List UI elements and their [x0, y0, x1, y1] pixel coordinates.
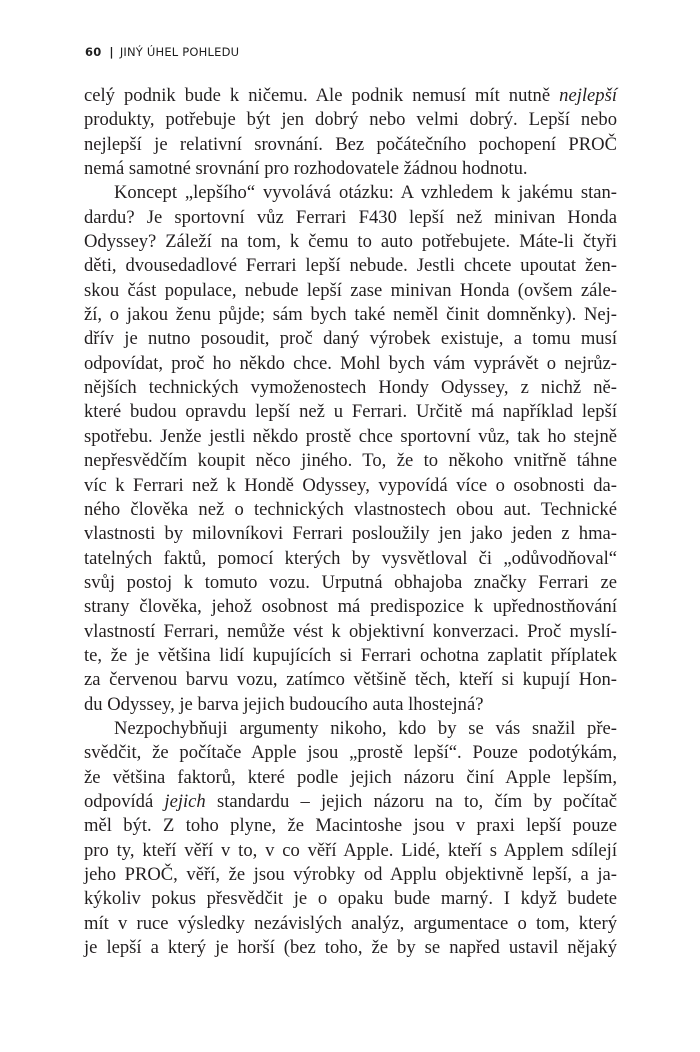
text-line: strany člověka, jehož osobnost má predispozice k upřednostňování — [84, 596, 617, 618]
text-line: nejlepší je relativní srovnání. Bez počátečního pochopení PROČ — [84, 133, 617, 155]
text-line: že většina faktorů, které podle jejich názoru činí Apple lepším, — [84, 766, 617, 788]
text-line: Odyssey? Záleží na tom, k čemu to auto potřebujete. Máte-li čtyři — [84, 231, 617, 253]
text-line: celý podnik bude k ničemu. Ale podnik nemusí mít nutně nejlepší — [84, 85, 617, 106]
text-line: produkty, potřebuje být jen dobrý nebo velmi dobrý. Lepší nebo — [84, 109, 617, 131]
text-line: svědčit, že počítače Apple jsou „prostě lepší“. Pouze podotýkám, — [84, 742, 617, 764]
text-line: vlastnosti by milovníkovi Ferrari posloužily jen jako jeden z hma- — [84, 523, 617, 545]
text-line: nepřesvědčím koupit něco jiného. To, že to někoho vnitřně táhne — [84, 450, 617, 472]
text-line: víc k Ferrari než k Hondě Odyssey, vypovídá více o osobnosti da- — [84, 474, 617, 496]
paragraph — [84, 181, 617, 717]
text-line: skou část populace, nebude lepší zase minivan Honda (ovšem zále- — [84, 279, 617, 301]
header-separator: | — [109, 45, 114, 59]
text-line: Koncept „lepšího“ vyvolává otázku: A vzhledem k jakému stan- — [114, 182, 617, 204]
text-line: nějších technických vymoženostech Hondy Odyssey, z nichž ně- — [84, 377, 617, 399]
text-line: nemá samotné srovnání pro rozhodovatele žádnou hodnotu. — [84, 158, 528, 180]
body-text — [84, 84, 617, 960]
emphasis: jejich — [164, 790, 206, 812]
text-line: odpovídá jejich standardu – jejich názoru na to, čím by počítač — [84, 790, 617, 812]
paragraph — [84, 84, 617, 181]
text-line: ží, o jakou ženu půjde; sám bych také neměl činit domněnky). Nej- — [84, 304, 617, 326]
text-line: které budou opravdu lepší než u Ferrari. Určitě má například lepší — [84, 401, 617, 423]
text-line: dřív je nutno posoudit, proč daný výrobek existuje, a tomu musí — [84, 328, 617, 350]
page-number: 60 — [85, 45, 102, 59]
text-line: vlastností Ferrari, nemůže vést k objektivní konverzaci. Proč myslí- — [84, 620, 617, 642]
text-line: tatelných faktů, pomocí kterých by vysvětloval či „odůvodňoval“ — [84, 547, 617, 569]
running-header — [85, 45, 239, 59]
text-line: děti, dvousedadlové Ferrari lepší nebude. Jestli chcete upoutat žen- — [84, 255, 617, 277]
text-line: ného člověka než o technických vlastnostech obou aut. Technické — [84, 498, 617, 520]
text-line: du Odyssey, je barva jejich budoucího auta lhostejná? — [84, 693, 484, 715]
paragraph — [84, 717, 617, 960]
text-line: dardu? Je sportovní vůz Ferrari F430 lepší než minivan Honda — [84, 206, 617, 228]
chapter-title: JINÝ ÚHEL POHLEDU — [119, 45, 240, 59]
text-line: odpovídat, proč ho někdo chce. Mohl bych vám vyprávět o nejrůz- — [84, 352, 617, 374]
text-line: mít v ruce výsledky nezávislých analýz, argumentace o tom, který — [84, 912, 617, 934]
text-line: pro ty, kteří věří v to, v co věří Apple. Lidé, kteří s Applem sdílejí — [84, 839, 617, 861]
emphasis: nejlepší — [559, 85, 617, 106]
text-line: za červenou barvu vozu, zatímco většině těch, kteří si kupují Hon- — [84, 669, 617, 691]
text-line: měl být. Z toho plyne, že Macintoshe jsou v praxi lepší pouze — [84, 815, 617, 837]
text-line: jeho PROČ, věří, že jsou výrobky od Applu objektivně lepší, a ja- — [84, 864, 617, 885]
text-line: je lepší a který je horší (bez toho, že by se napřed ustavil nějaký — [84, 937, 617, 959]
text-line: te, že je většina lidí kupujících si Ferrari ochotna zaplatit příplatek — [84, 644, 617, 666]
text-line: spotřebu. Jenže jestli někdo prostě chce sportovní vůz, tak ho stejně — [84, 425, 617, 447]
text-line: kýkoliv pokus přesvědčit je o opaku bude marný. I když budete — [84, 888, 617, 910]
text-line: Nezpochybňuji argumenty nikoho, kdo by se vás snažil pře- — [114, 717, 617, 739]
text-line: svůj postoj k tomuto vozu. Urputná obhajoba značky Ferrari ze — [84, 571, 617, 593]
